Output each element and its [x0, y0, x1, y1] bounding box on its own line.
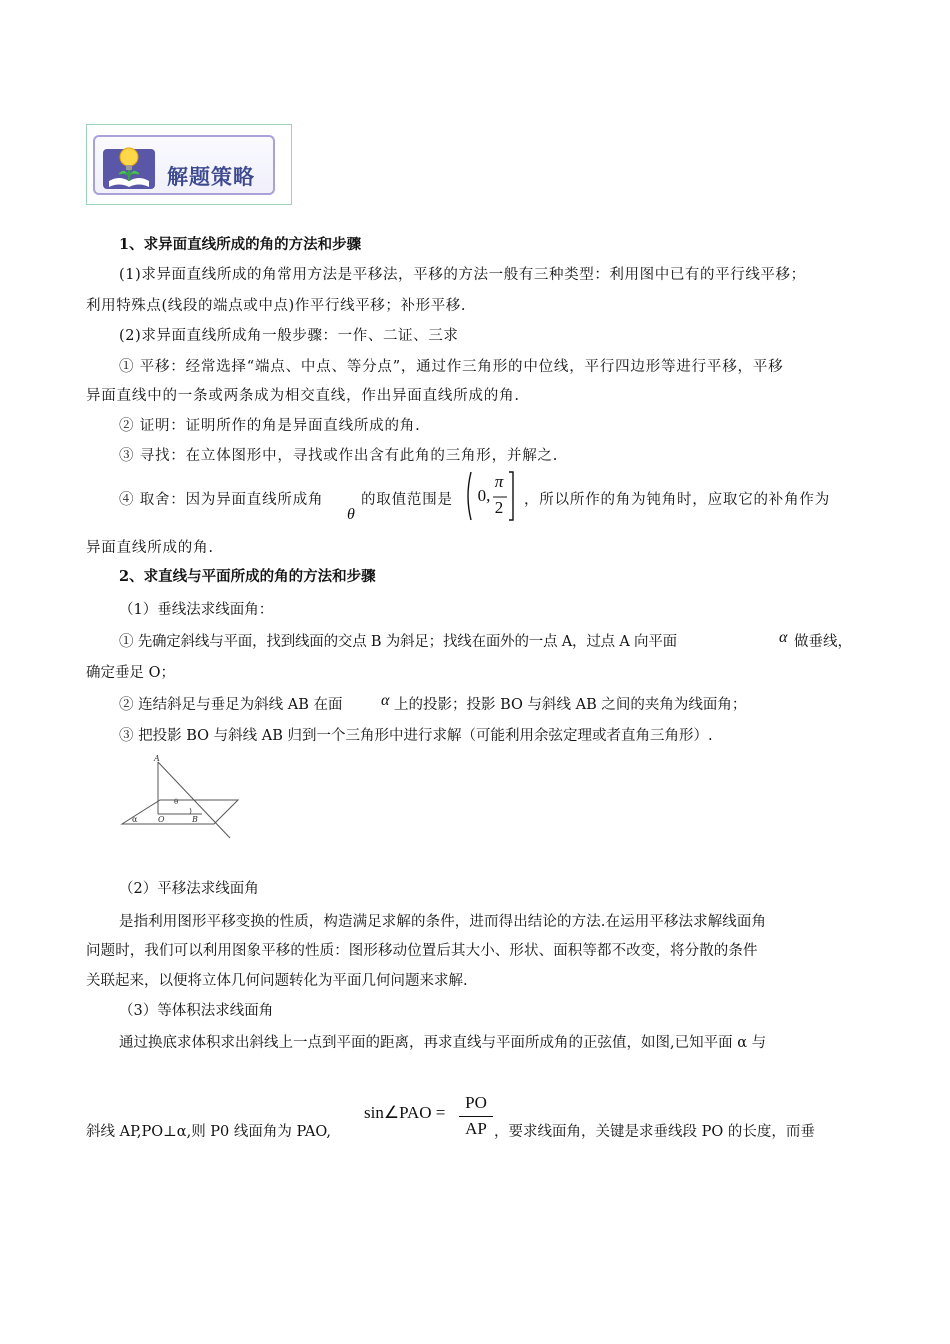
method2-title: （2）平移法求线面角: [119, 881, 259, 897]
fig-label-alpha: α: [132, 815, 138, 824]
m1-step1-part1: ① 先确定斜线与平面，找到线面的交点 B 为斜足；找线在面外的一点 A，过点 A 向平面: [119, 634, 677, 650]
fig-label-B: B: [192, 815, 198, 824]
m1-step2-part1: ② 连结斜足与垂足为斜线 AB 在面: [119, 697, 343, 713]
m3-line1: 通过换底求体积求出斜线上一点到平面的距离，再求直线与平面所成角的正弦值，如图,已知平面 α 与: [119, 1035, 767, 1051]
sec1-p2: (2)求异面直线所成角一般步骤：一作、二证、三求: [119, 328, 459, 344]
fraction-numerator: PO: [465, 1093, 487, 1112]
m1-step1-part2: 做垂线，: [794, 634, 852, 650]
step4-part2: 的取值范围是: [361, 492, 453, 508]
fraction-bar: [459, 1116, 493, 1117]
fig-label-theta: θ: [174, 798, 179, 806]
fraction-denominator: AP: [465, 1119, 487, 1138]
banner-title: 解题策略: [167, 165, 255, 189]
method3-title: （3）等体积法求线面角: [119, 1003, 274, 1019]
fig-label-A: A: [154, 754, 160, 763]
step1-line1: ① 平移：经常选择“端点、中点、等分点”，通过作三角形的中位线，平行四边形等进行平移，平移: [119, 359, 784, 375]
fig-label-O: O: [158, 815, 165, 824]
step1-line2: 异面直线中的一条或两条成为相交直线，作出异面直线所成的角.: [86, 388, 520, 404]
step2: ② 证明：证明所作的角是异面直线所成的角.: [119, 418, 421, 434]
sec1-p1-line2: 利用特殊点(线段的端点或中点)作平行线平移；补形平移.: [86, 298, 467, 314]
line-plane-angle-figure: [118, 752, 248, 842]
m1-step2-part2: 上的投影；投影 BO 与斜线 AB 之间的夹角为线面角；: [394, 697, 747, 713]
strategy-banner: [86, 124, 292, 205]
m1-step3: ③ 把投影 BO 与斜线 AB 归到一个三角形中进行求解（可能利用余弦定理或者直角三角形）.: [119, 728, 713, 744]
m1-step1-line2: 确定垂足 O；: [86, 665, 175, 681]
method1-title: （1）垂线法求线面角：: [119, 602, 274, 618]
m3-line2-part1: 斜线 AP,PO⊥α,则 P0 线面角为 PAO,: [86, 1124, 332, 1140]
step3: ③ 寻找：在立体图形中，寻找或作出含有此角的三角形，并解之.: [119, 448, 559, 464]
m3-line2-part2: ，要求线面角，关键是求垂线段 PO 的长度，而垂: [494, 1124, 815, 1140]
sec1-p1-line1: (1)求异面直线所成的角常用方法是平移法，平移的方法一般有三种类型：利用图中已有的平行线平移；: [119, 267, 806, 283]
section1-heading: 1、求异面直线所成的角的方法和步骤: [119, 236, 362, 253]
range-two: 2: [494, 498, 504, 517]
range-pi: π: [494, 472, 504, 491]
sin-formula: sin∠PAO =: [364, 1103, 446, 1122]
m2-line3: 关联起来，以便将立体几何问题转化为平面几何问题来求解.: [86, 973, 468, 989]
m2-line1: 是指利用图形平移变换的性质，构造满足求解的条件，进而得出结论的方法.在运用平移法求解线面角: [119, 914, 767, 930]
range-zero: 0,: [477, 486, 491, 505]
alpha-symbol-2: α: [381, 692, 390, 709]
m2-line2: 问题时，我们可以利用图象平移的性质：图形移动位置后其大小、形状、面积等都不改变，将分散的条件: [86, 943, 758, 959]
lightbulb-book-icon: [101, 141, 157, 193]
theta-symbol: θ: [347, 506, 355, 523]
step4-line2: 异面直线所成的角.: [86, 540, 214, 556]
step4-part3: ，所以所作的角为钝角时，应取它的补角作为: [524, 492, 830, 508]
step4-part1: ④ 取舍：因为异面直线所成角: [119, 492, 324, 508]
section2-heading: 2、求直线与平面所成的角的方法和步骤: [119, 568, 376, 585]
alpha-symbol-1: α: [779, 629, 788, 646]
